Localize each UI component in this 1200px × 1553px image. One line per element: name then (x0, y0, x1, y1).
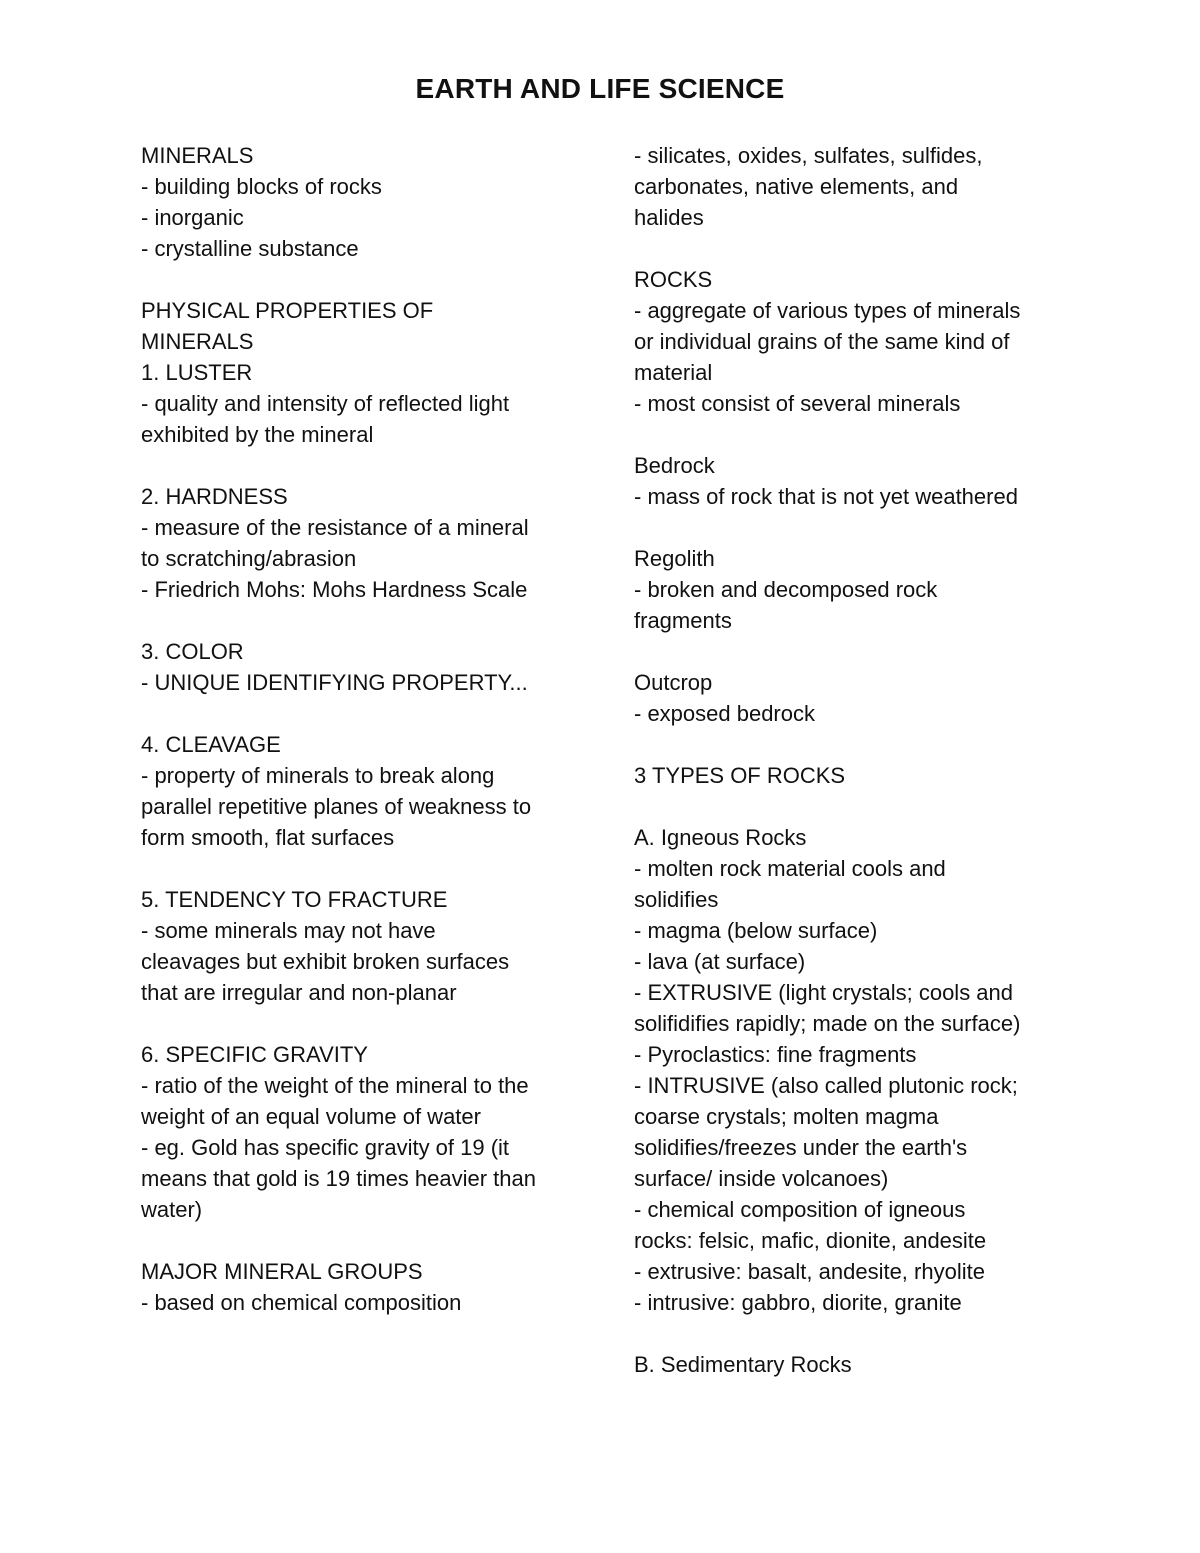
text-line: or individual grains of the same kind of (634, 329, 1010, 354)
text-line: 5. TENDENCY TO FRACTURE (141, 887, 448, 912)
text-line: - most consist of several minerals (634, 391, 961, 416)
text-line: that are irregular and non-planar (141, 980, 457, 1005)
text-line: 6. SPECIFIC GRAVITY (141, 1042, 368, 1067)
text-line: 3 TYPES OF ROCKS (634, 763, 846, 788)
text-line: - chemical composition of igneous (634, 1197, 966, 1222)
text-line: fragments (634, 608, 732, 633)
text-line: - eg. Gold has specific gravity of 19 (it (141, 1135, 510, 1160)
text-line: - crystalline substance (141, 236, 359, 261)
text-line: MINERALS (141, 329, 254, 354)
blank-line (141, 605, 581, 636)
blank-line (141, 450, 581, 481)
text-line: - Friedrich Mohs: Mohs Hardness Scale (141, 577, 528, 602)
text-line: to scratching/abrasion (141, 546, 357, 571)
text-line: form smooth, flat surfaces (141, 825, 395, 850)
text-line: - UNIQUE IDENTIFYING PROPERTY... (141, 670, 528, 695)
text-line: halides (634, 205, 704, 230)
blank-line (634, 729, 1064, 760)
text-line: - mass of rock that is not yet weathered (634, 484, 1018, 509)
blank-line (634, 419, 1064, 450)
text-line: weight of an equal volume of water (141, 1104, 481, 1129)
text-line: - silicates, oxides, sulfates, sulfides, (634, 143, 983, 168)
text-line: carbonates, native elements, and (634, 174, 959, 199)
blank-line (634, 791, 1064, 822)
text-line: ROCKS (634, 267, 713, 292)
text-line: - molten rock material cools and (634, 856, 946, 881)
text-line: MINERALS (141, 143, 254, 168)
text-line: solifidifies rapidly; made on the surface) (634, 1011, 1021, 1036)
text-line: coarse crystals; molten magma (634, 1104, 939, 1129)
text-line: surface/ inside volcanoes) (634, 1166, 889, 1191)
text-line: - extrusive: basalt, andesite, rhyolite (634, 1259, 985, 1284)
text-line: exhibited by the mineral (141, 422, 374, 447)
blank-line (634, 1318, 1064, 1349)
text-line: 2. HARDNESS (141, 484, 288, 509)
text-line: - lava (at surface) (634, 949, 806, 974)
text-line: - inorganic (141, 205, 244, 230)
text-line: - Pyroclastics: fine fragments (634, 1042, 917, 1067)
text-line: - EXTRUSIVE (light crystals; cools and (634, 980, 1014, 1005)
left-column (141, 140, 581, 1318)
text-line: material (634, 360, 713, 385)
text-line: 4. CLEAVAGE (141, 732, 281, 757)
text-line: Bedrock (634, 453, 715, 478)
text-line: - intrusive: gabbro, diorite, granite (634, 1290, 962, 1315)
blank-line (634, 636, 1064, 667)
text-line: - property of minerals to break along (141, 763, 495, 788)
text-line: solidifies (634, 887, 719, 912)
text-line: Regolith (634, 546, 715, 571)
text-line: - magma (below surface) (634, 918, 878, 943)
page-title: EARTH AND LIFE SCIENCE (415, 73, 785, 104)
text-line: MAJOR MINERAL GROUPS (141, 1259, 423, 1284)
text-line: - ratio of the weight of the mineral to the (141, 1073, 529, 1098)
blank-line (141, 698, 581, 729)
text-line: Outcrop (634, 670, 713, 695)
text-line: rocks: felsic, mafic, dionite, andesite (634, 1228, 987, 1253)
text-line: solidifies/freezes under the earth's (634, 1135, 968, 1160)
blank-line (141, 853, 581, 884)
blank-line (634, 233, 1064, 264)
right-column (634, 140, 1064, 1380)
text-line: - exposed bedrock (634, 701, 815, 726)
blank-line (141, 1225, 581, 1256)
text-line: water) (141, 1197, 203, 1222)
text-line: 1. LUSTER (141, 360, 253, 385)
text-line: parallel repetitive planes of weakness to (141, 794, 532, 819)
text-line: PHYSICAL PROPERTIES OF (141, 298, 434, 323)
text-line: - some minerals may not have (141, 918, 436, 943)
text-line: cleavages but exhibit broken surfaces (141, 949, 510, 974)
text-line: means that gold is 19 times heavier than (141, 1166, 537, 1191)
text-line: - INTRUSIVE (also called plutonic rock; (634, 1073, 1018, 1098)
text-line: B. Sedimentary Rocks (634, 1352, 852, 1377)
text-line: - building blocks of rocks (141, 174, 382, 199)
blank-line (141, 264, 581, 295)
blank-line (634, 512, 1064, 543)
text-line: A. Igneous Rocks (634, 825, 807, 850)
blank-line (141, 1008, 581, 1039)
text-line: - based on chemical composition (141, 1290, 462, 1315)
text-line: - quality and intensity of reflected light (141, 391, 510, 416)
text-line: - aggregate of various types of minerals (634, 298, 1021, 323)
text-line: - measure of the resistance of a mineral (141, 515, 529, 540)
text-line: - broken and decomposed rock (634, 577, 938, 602)
text-line: 3. COLOR (141, 639, 244, 664)
